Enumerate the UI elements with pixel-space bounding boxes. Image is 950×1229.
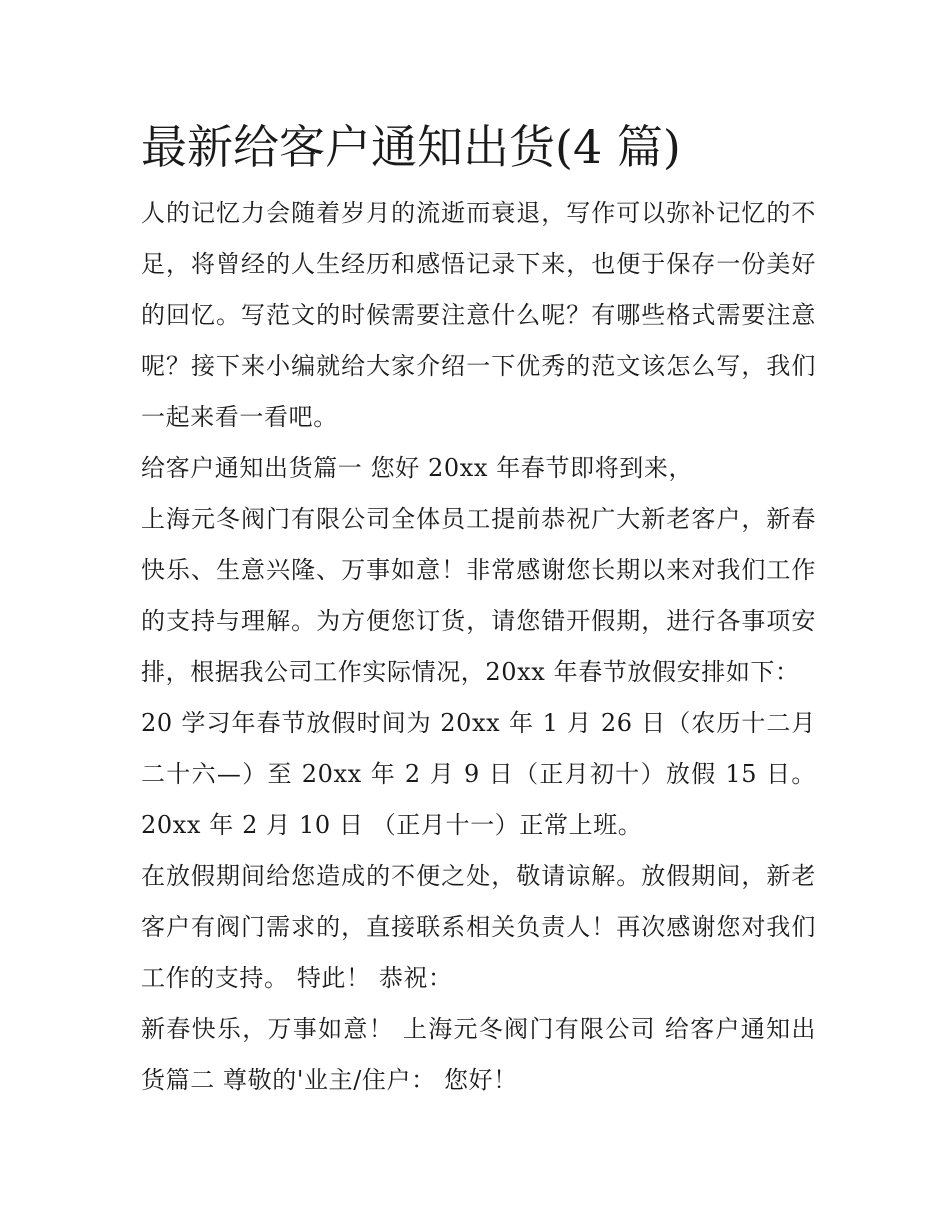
document-body bbox=[141, 110, 816, 1106]
holiday-schedule: 20 学习年春节放假时间为 20xx 年 1 月 26 日（农历十二月二十六—）至 20xx 年 2 月 9 日（正月初十）放假 15 日。20xx 年 2 月 10 日 （正月十一）正常上班。 bbox=[141, 709, 816, 839]
closing-paragraph: 新春快乐，万事如意！ 上海元冬阀门有限公司 给客户通知出货篇二 尊敬的'业主/住户： 您好！ bbox=[141, 1015, 816, 1094]
notice-one-body: 上海元冬阀门有限公司全体员工提前恭祝广大新老客户，新春快乐、生意兴隆、万事如意！非常感谢您长期以来对我们工作的支持与理解。为方便您订货，请您错开假期，进行各事项安排，根据我公司工作实际情况，20xx 年春节放假安排如下： bbox=[141, 505, 816, 686]
apology-paragraph: 在放假期间给您造成的不便之处，敬请谅解。放假期间，新老客户有阀门需求的，直接联系相关负责人！再次感谢您对我们工作的支持。 特此！ 恭祝： bbox=[141, 862, 816, 992]
notice-one-greeting: 给客户通知出货篇一 您好 20xx 年春节即将到来， bbox=[141, 454, 694, 482]
document-title: 最新给客户通知出货(4 篇) bbox=[141, 120, 681, 174]
intro-paragraph: 人的记忆力会随着岁月的流逝而衰退，写作可以弥补记忆的不足，将曾经的人生经历和感悟记录下来，也便于保存一份美好的回忆。写范文的时候需要注意什么呢？有哪些格式需要注意呢？接下来小编就给大家介绍一下优秀的范文该怎么写，我们一起来看一看吧。 bbox=[141, 199, 816, 431]
